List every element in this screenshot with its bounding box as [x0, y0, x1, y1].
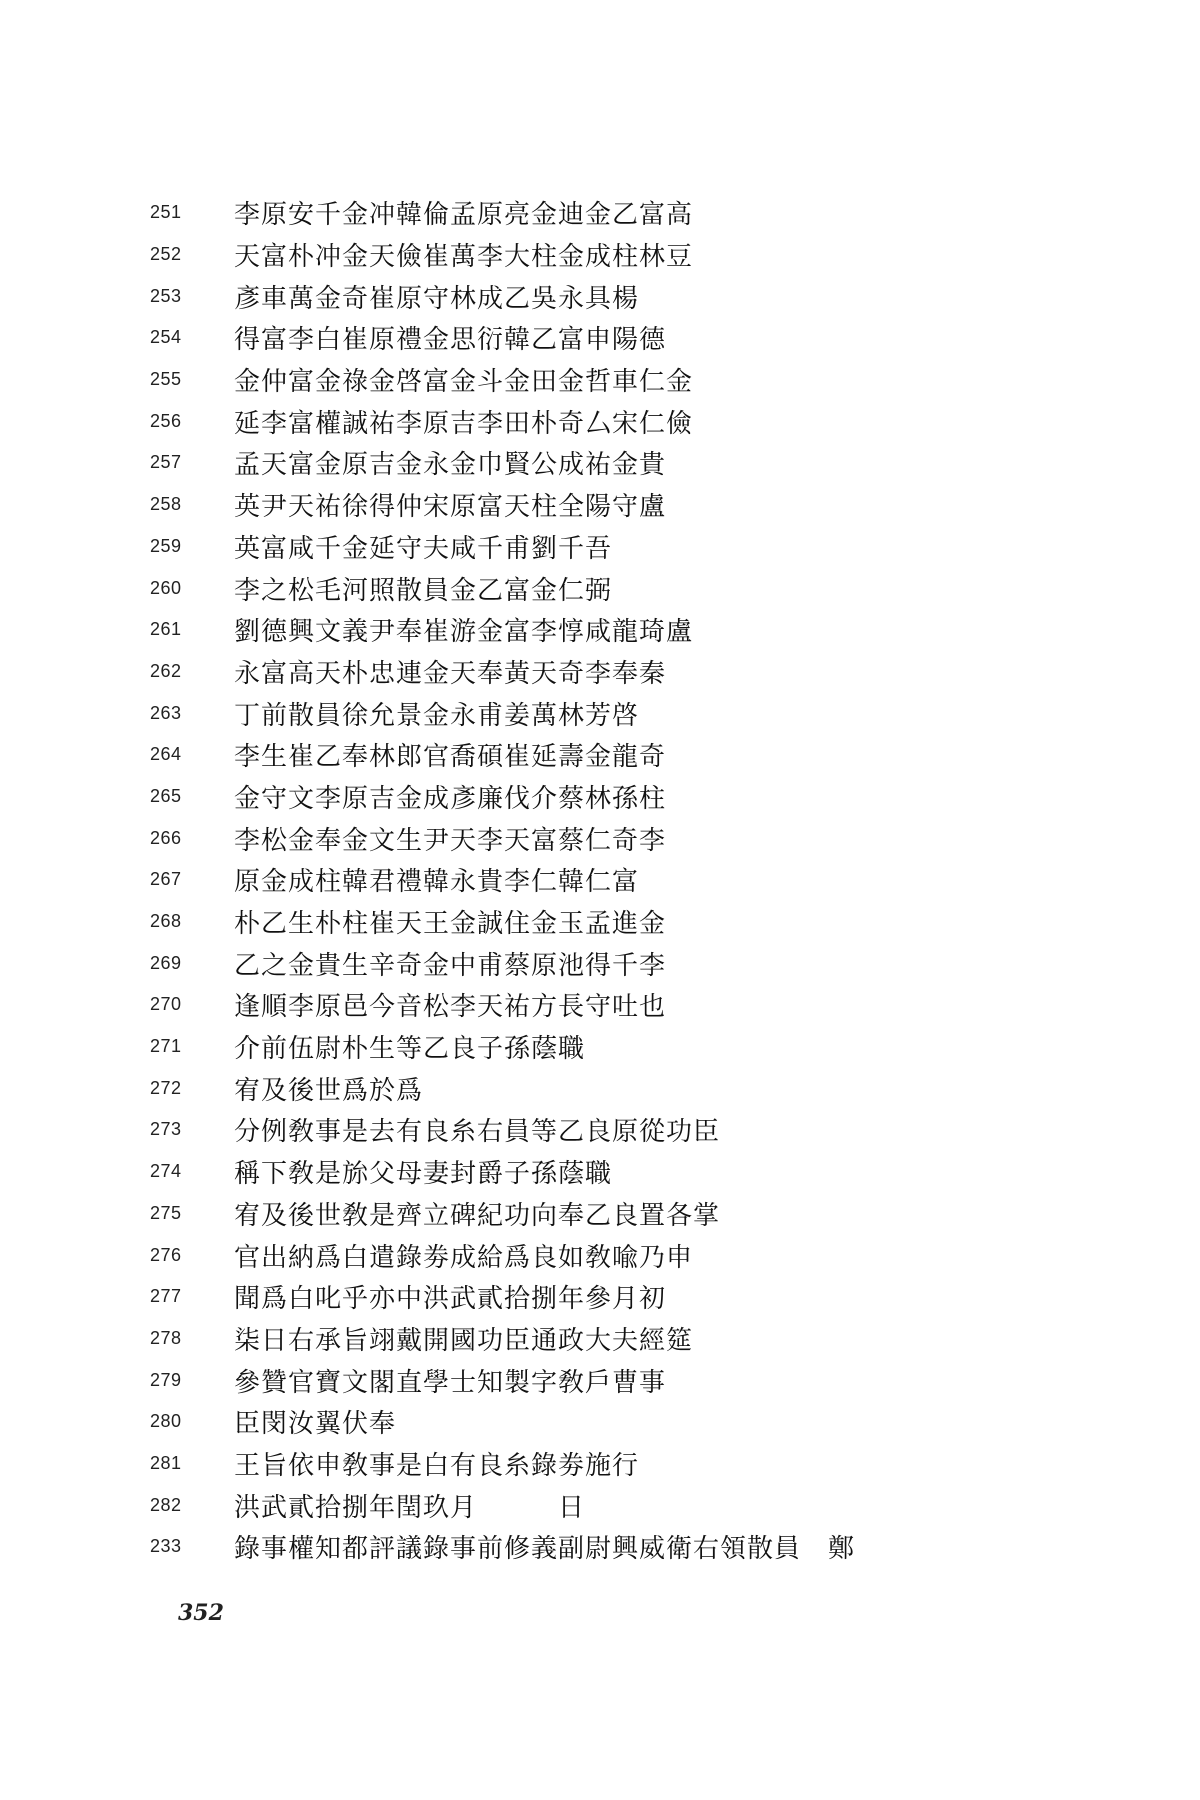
- text-line: [150, 609, 1150, 651]
- line-text: 延李富權誠祐李原吉李田朴奇厶宋仁儉: [234, 408, 694, 439]
- line-number: 256: [150, 410, 182, 431]
- line-number: 267: [150, 869, 182, 890]
- line-number: 253: [150, 285, 182, 306]
- line-number: 282: [150, 1494, 182, 1515]
- line-text: 永富高天朴忠連金天奉黃天奇李奉秦: [234, 658, 667, 689]
- line-text: 得富李白崔原禮金思衍韓乙富申陽德: [234, 325, 667, 356]
- text-line: [150, 651, 1150, 693]
- line-number: 272: [150, 1077, 182, 1098]
- line-number: 259: [150, 535, 182, 556]
- line-number: 265: [150, 785, 182, 806]
- line-number: 279: [150, 1369, 182, 1390]
- line-text: 金仲富金祿金啓富金斗金田金哲車仁金: [234, 367, 694, 398]
- line-number: 264: [150, 744, 182, 765]
- line-text: 原金成柱韓君禮韓永貴李仁韓仁富: [234, 867, 640, 898]
- line-number: 251: [150, 202, 182, 223]
- text-line: [150, 1526, 1150, 1568]
- line-number: 270: [150, 994, 182, 1015]
- text-line: [150, 1276, 1150, 1318]
- line-number: 252: [150, 244, 182, 265]
- line-number: 268: [150, 911, 182, 932]
- line-text: 丁前散員徐允景金永甫姜萬林芳啓: [234, 700, 640, 731]
- line-text: 聞爲白叱乎亦中洪武貳拾捌年參月初: [234, 1284, 667, 1315]
- text-line: [150, 484, 1150, 526]
- line-text: 柒日右承旨翊戴開國功臣通政大夫經筵: [234, 1325, 694, 1356]
- text-lines: [150, 192, 1150, 1568]
- text-line: [150, 942, 1150, 984]
- page-number: 352: [178, 1600, 224, 1626]
- line-number: 266: [150, 827, 182, 848]
- line-text: 英富咸千金延守夫咸千甫劉千吾: [234, 533, 613, 564]
- text-line: [150, 1109, 1150, 1151]
- line-text: 朴乙生朴柱崔天王金誠住金玉孟進金: [234, 909, 667, 940]
- line-number: 257: [150, 452, 182, 473]
- text-line: [150, 859, 1150, 901]
- line-number: 233: [150, 1536, 182, 1557]
- line-number: 275: [150, 1202, 182, 1223]
- line-text: 天富朴冲金天儉崔萬李大柱金成柱林豆: [234, 242, 694, 273]
- text-line: [150, 984, 1150, 1026]
- text-line: [150, 776, 1150, 818]
- text-line: [150, 1151, 1150, 1193]
- line-text: 分例敎事是去有良糸右員等乙良原從功臣: [234, 1117, 721, 1148]
- line-text: 宥及後世敎是齊立碑紀功向奉乙良置各掌: [234, 1200, 721, 1231]
- line-number: 277: [150, 1286, 182, 1307]
- line-number: 281: [150, 1452, 182, 1473]
- line-number: 274: [150, 1161, 182, 1182]
- text-line: [150, 901, 1150, 943]
- text-line: [150, 1234, 1150, 1276]
- text-line: [150, 400, 1150, 442]
- text-line: [150, 192, 1150, 234]
- line-text: 介前伍尉朴生等乙良子孫蔭職: [234, 1034, 586, 1065]
- line-text: 孟天富金原吉金永金巾賢公成祐金貴: [234, 450, 667, 481]
- text-line: [150, 234, 1150, 276]
- text-line: [150, 567, 1150, 609]
- line-number: 255: [150, 369, 182, 390]
- text-line: [150, 692, 1150, 734]
- text-line: [150, 1359, 1150, 1401]
- line-number: 276: [150, 1244, 182, 1265]
- line-text: 彥車萬金奇崔原守林成乙吳永具楊: [234, 283, 640, 314]
- line-number: 262: [150, 660, 182, 681]
- line-text: 錄事權知都評議錄事前修義副尉興威衛右領散員 鄭: [234, 1534, 856, 1565]
- text-line: [150, 1443, 1150, 1485]
- line-text: 李松金奉金文生尹天李天富蔡仁奇李: [234, 825, 667, 856]
- text-line: [150, 1318, 1150, 1360]
- line-number: 280: [150, 1411, 182, 1432]
- line-number: 273: [150, 1119, 182, 1140]
- line-text: 逢順李原邑今音松李天祐方長守吐也: [234, 992, 667, 1023]
- line-text: 英尹天祐徐得仲宋原富天柱全陽守盧: [234, 492, 667, 523]
- text-line: [150, 734, 1150, 776]
- line-text: 王旨依申敎事是白有良糸錄劵施行: [234, 1450, 640, 1481]
- text-line: [150, 1193, 1150, 1235]
- line-number: 263: [150, 702, 182, 723]
- text-line: [150, 275, 1150, 317]
- line-number: 258: [150, 494, 182, 515]
- line-text: 官出納爲白遣錄劵成給爲良如敎喩乃申: [234, 1242, 694, 1273]
- line-text: 參贊官寶文閣直學士知製字敎戶曹事: [234, 1367, 667, 1398]
- line-number: 260: [150, 577, 182, 598]
- line-number: 261: [150, 619, 182, 640]
- line-text: 李之松毛河照散員金乙富金仁弼: [234, 575, 613, 606]
- text-line: [150, 1067, 1150, 1109]
- line-text: 李原安千金冲韓倫孟原亮金迪金乙富高: [234, 200, 694, 231]
- line-number: 278: [150, 1327, 182, 1348]
- text-line: [150, 1026, 1150, 1068]
- text-line: [150, 317, 1150, 359]
- line-number: 269: [150, 952, 182, 973]
- line-text: 稱下敎是旀父母妻封爵子孫蔭職: [234, 1159, 613, 1190]
- text-line: [150, 817, 1150, 859]
- text-line: [150, 1401, 1150, 1443]
- line-text: 劉德興文義尹奉崔游金富李惇咸龍琦盧: [234, 617, 694, 648]
- text-line: [150, 359, 1150, 401]
- line-number: 271: [150, 1036, 182, 1057]
- line-text: 洪武貳拾捌年閏玖月 日: [234, 1492, 586, 1523]
- line-text: 宥及後世爲於爲: [234, 1075, 424, 1106]
- text-line: [150, 442, 1150, 484]
- line-text: 李生崔乙奉林郎官喬碩崔延壽金龍奇: [234, 742, 667, 773]
- line-number: 254: [150, 327, 182, 348]
- text-line: [150, 526, 1150, 568]
- line-text: 金守文李原吉金成彥廉伐介蔡林孫柱: [234, 783, 667, 814]
- text-line: [150, 1484, 1150, 1526]
- line-text: 臣閔汝翼伏奉: [234, 1409, 397, 1440]
- line-text: 乙之金貴生辛奇金中甫蔡原池得千李: [234, 950, 667, 981]
